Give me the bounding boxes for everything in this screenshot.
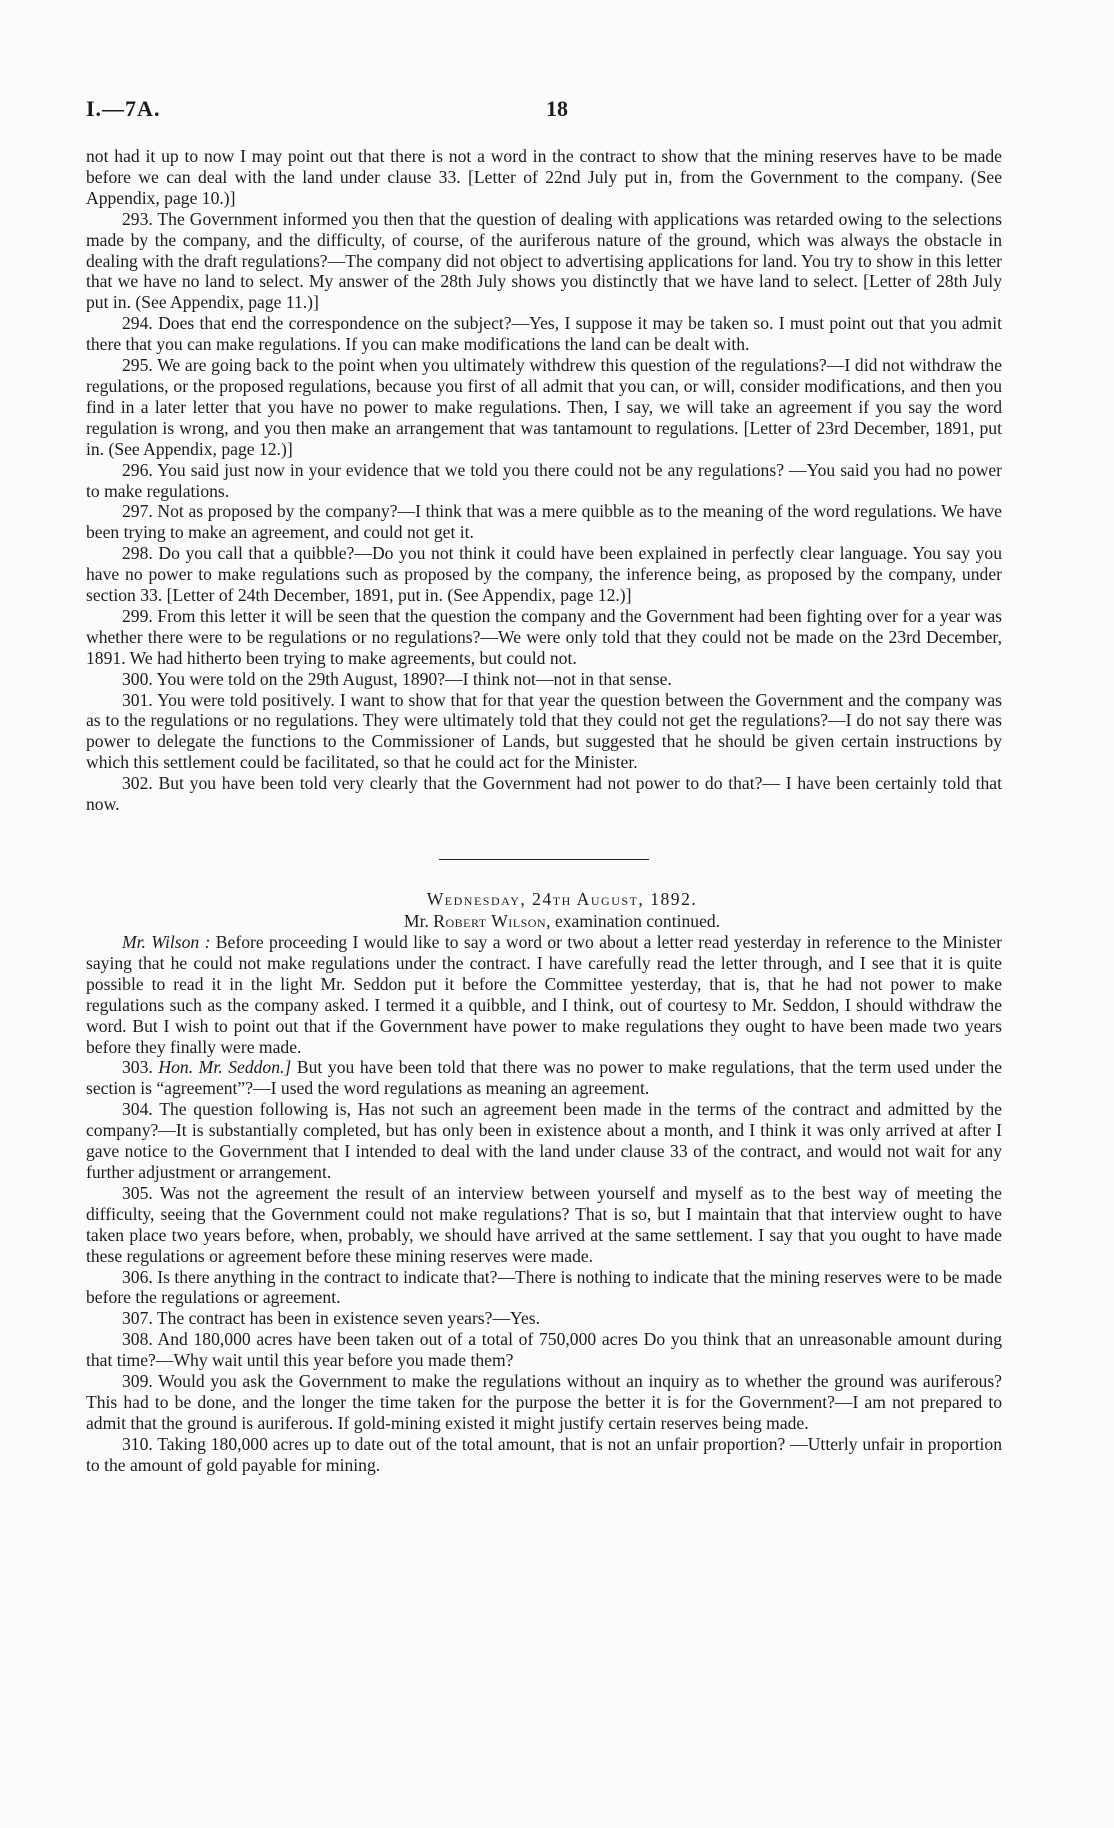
question-297: 297. Not as proposed by the company?—I think that was a mere quibble as to the meaning of the word regulations. We have been trying to make an agreement, and could not get it.	[86, 501, 1002, 543]
question-293: 293. The Government informed you then that the question of dealing with applications was retarded owing to the selections made by the company, and the difficulty, of course, of the auriferous nature of the ground, which was always the obstacle in dealing with the draft regulations?—The company did not object to advertising applications for land. You try to show in this letter that we have no land to select. My answer of the 28th July shows you distinctly that we have land to select. [Letter of 28th July put in. (See Appendix, page 11.)]	[86, 208, 1002, 313]
witness-prefix: Mr.	[403, 911, 434, 931]
question-294: 294. Does that end the correspondence on the subject?—Yes, I suppose it may be taken so. I must point out that you admit there that you can make regulations. If you can make modifications the land can be dealt with.	[86, 313, 1002, 355]
document-body	[86, 146, 1002, 1476]
question-307: 307. The contract has been in existence seven years?—Yes.	[122, 1308, 541, 1329]
statement-speaker: Mr. Wilson :	[122, 932, 211, 952]
question-300: 300. You were told on the 29th August, 1890?—I think not—not in that sense.	[122, 668, 672, 689]
question-309: 309. Would you ask the Government to make the regulations without an inquiry as to whether the ground was auriferous? This had to be done, and the longer the time taken for the purpose the better it is for the Government?—I am not prepared to admit that the ground is auriferous. If gold-mining existed it might justify certain reserves being made.	[86, 1371, 1002, 1433]
witness-heading	[86, 910, 1002, 932]
question-306: 306. Is there anything in the contract to indicate that?—There is nothing to indicate that the mining reserves were to be made before the regulations or agreement.	[86, 1266, 1002, 1308]
question-299: 299. From this letter it will be seen that the question the company and the Government had been fighting over for a year was whether there were to be regulations or no regulations?—We were only told that they could not be made on the 23rd December, 1891. We had hitherto been trying to make agreements, but could not.	[86, 605, 1002, 668]
section-divider	[439, 859, 649, 860]
question-301: 301. You were told positively. I want to show that for that year the question between the Government and the company was as to the regulations or no regulations. They were ultimately told that they could not get the regulations?—I do not say there was power to delegate the functions to the Commissioner of Lands, but suggested that he should be given certain instructions by which this settlement could be facilitated, so that he could act for the Minister.	[86, 689, 1002, 773]
question-295: 295. We are going back to the point when you ultimately withdrew this question of the regulations?—I did not withdraw the regulations, or the proposed regulations, because you first of all admit that you can, or will, consider modifications, and then you find in a later letter that you have no power to make regulations. Then, I say, we will take an agreement if you say the word regulation is wrong, and you then make an arrangement that was tantamount to regulations. [Letter of 23rd December, 1891, put in. (See Appendix, page 12.)]	[86, 355, 1002, 459]
paragraph-continued: not had it up to now I may point out that there is not a word in the contract to show that the mining reserves have to be made before we can deal with the land under clause 33. [Letter of 22nd July put in, from the Government to the company. (See Appendix, page 10.)]	[86, 146, 1002, 208]
question-305: 305. Was not the agreement the result of an interview between yourself and myself as to the best way of meeting the difficulty, seeing that the Government could not make regulations? That is so, but I maintain that that interview ought to have taken place two years before, when, probably, we should have arrived at the same settlement. I say that you ought to have made these regulations or agreement before these mining reserves were made.	[86, 1182, 1002, 1266]
page-number: 18	[546, 96, 568, 121]
question-302: 302. But you have been told very clearly that the Government had not power to do that?— I have been certainly told that now.	[86, 773, 1002, 815]
question-304: 304. The question following is, Has not such an agreement been made in the terms of the contract and admitted by the company?—It is substantially completed, but has only been in existence about a month, and I think it was only arrived at after I gave notice to the Government that I intended to deal with the land under clause 33 of the contract, and would not wait for any further adjustment or arrangement.	[86, 1099, 1002, 1182]
statement-text: Before proceeding I would like to say a word or two about a letter read yesterday in reference to the Minister saying that he could not make regulations under the contract. I have carefully read the letter through, and I see that it is quite possible to read it in the light Mr. Seddon put it before the Committee yesterday, that is, that he had not power to make regulations such as the company asked. I termed it a quibble, and I think, out of courtesy to Mr. Seddon, I should withdraw the word. But I wish to point out that if the Government have power to make regulations they ought to have been made two years before they finally were made.	[86, 932, 1002, 1057]
question-298: 298. Do you call that a quibble?—Do you not think it could have been explained in perfectly clear language. You say you have no power to make regulations such as proposed by the company, the inference being, as proposed by the company, under section 33. [Letter of 24th December, 1891, put in. (See Appendix, page 12.)]	[86, 543, 1002, 606]
question-303	[86, 1057, 1002, 1099]
question-303-speaker: Hon. Mr. Seddon.]	[158, 1057, 292, 1078]
sheet-reference: I.—7A.	[86, 96, 161, 121]
witness-statement	[86, 932, 1002, 1057]
page-header	[0, 96, 1114, 126]
date-heading: Wednesday, 24th August, 1892.	[426, 889, 698, 909]
question-310: 310. Taking 180,000 acres up to date out of the total amount, that is not an unfair proportion? —Utterly unfair in proportion to the amount of gold payable for mining.	[86, 1433, 1002, 1475]
witness-name: Robert Wilson	[433, 911, 547, 931]
witness-suffix: , examination continued.	[546, 911, 721, 931]
question-303-text: But you have been told that there was no power to make regulations, that the term used under the section is “agreement”?—I used the word regulations as meaning an agreement.	[86, 1057, 1003, 1099]
question-308: 308. And 180,000 acres have been taken out of a total of 750,000 acres Do you think that an unreasonable amount during that time?—Why wait until this year before you made them?	[86, 1329, 1002, 1371]
question-296: 296. You said just now in your evidence that we told you there could not be any regulations? —You said you had no power to make regulations.	[86, 459, 1002, 501]
question-303-number: 303.	[122, 1057, 159, 1078]
